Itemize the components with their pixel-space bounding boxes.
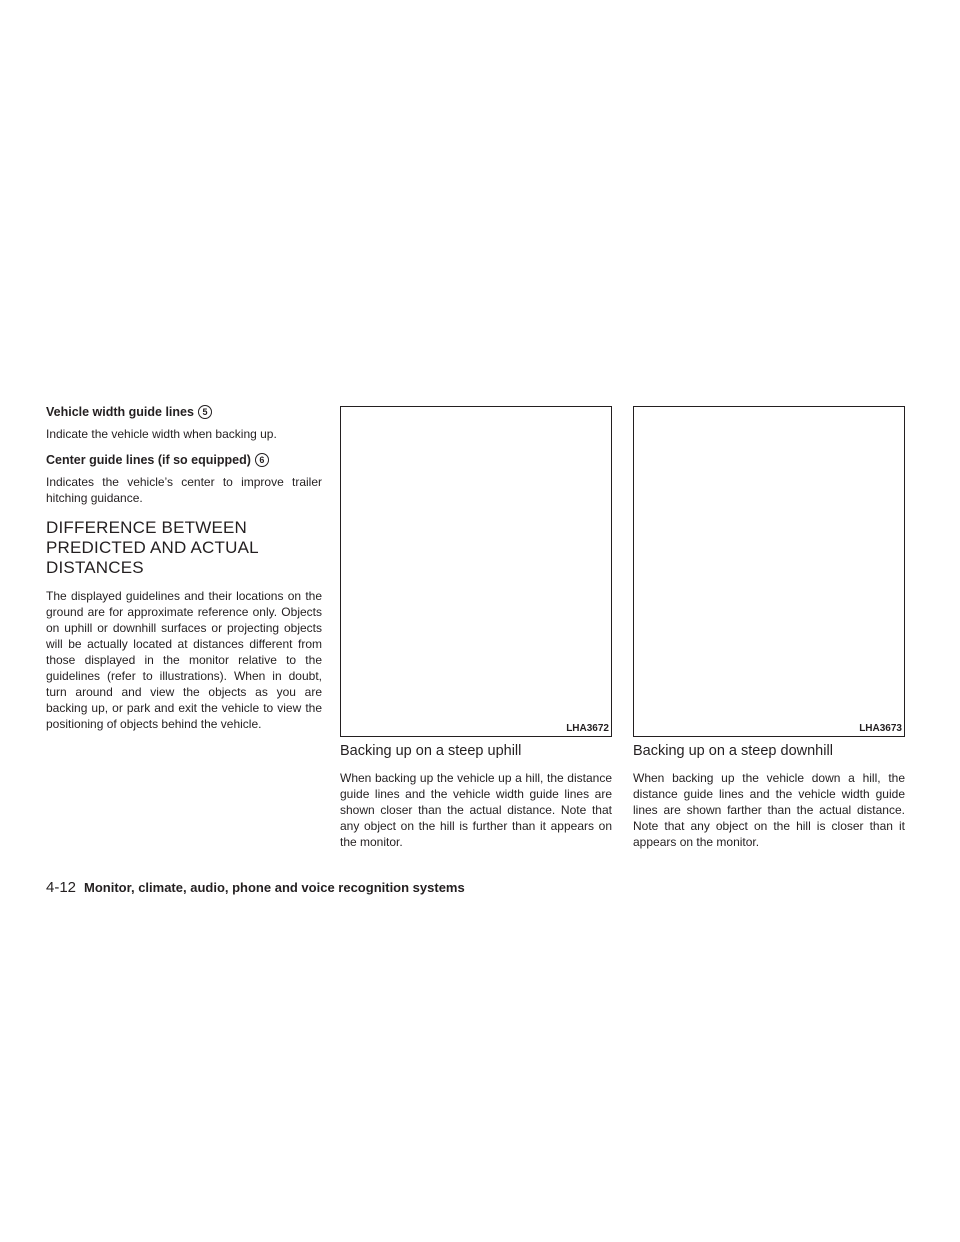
chapter-title: Monitor, climate, audio, phone and voice recognition systems — [84, 880, 465, 895]
uphill-title: Backing up on a steep uphill — [340, 743, 522, 759]
uphill-figure — [340, 406, 612, 737]
downhill-figure-code: LHA3673 — [859, 723, 902, 734]
uphill-text: When backing up the vehicle up a hill, the distance guide lines and the vehicle width guide lines are shown closer than the actual distance. Note that any object on the hill is further than it appears on the monitor. — [340, 771, 612, 849]
section-text: The displayed guidelines and their locations on the ground are for approximate reference only. Objects on uphill or downhill surfaces or projecting objects will be actually located at distances different from those displayed in the monitor relative to the guidelines (refer to illustrations). When in doubt, turn around and view the objects as you are backing up, or park and exit the vehicle to view the positioning of objects behind the vehicle. — [46, 589, 322, 731]
marker-6-icon: 6 — [255, 453, 269, 467]
downhill-text: When backing up the vehicle down a hill, the distance guide lines and the vehicle width guide lines are shown farther than the actual distance. Note that any object on the hill is closer than it appears on the monitor. — [633, 771, 905, 849]
vehicle-width-heading-text: Vehicle width guide lines — [46, 405, 194, 419]
center-guide-heading — [46, 452, 322, 468]
page-footer — [46, 879, 465, 897]
center-guide-heading-text: Center guide lines (if so equipped) — [46, 453, 251, 467]
center-guide-text: Indicates the vehicle’s center to improve trailer hitching guidance. — [46, 475, 322, 505]
page-number: 4-12 — [46, 879, 77, 896]
left-column — [46, 404, 322, 732]
marker-5-icon: 5 — [198, 405, 212, 419]
vehicle-width-heading — [46, 404, 322, 420]
downhill-figure — [633, 406, 905, 737]
downhill-title: Backing up on a steep downhill — [633, 743, 833, 759]
uphill-figure-code: LHA3672 — [566, 723, 609, 734]
section-title: DIFFERENCE BETWEEN PREDICTED AND ACTUAL DISTANCES — [46, 518, 259, 577]
uphill-section — [340, 742, 612, 850]
downhill-section — [633, 742, 905, 850]
vehicle-width-text: Indicate the vehicle width when backing up. — [46, 427, 277, 441]
